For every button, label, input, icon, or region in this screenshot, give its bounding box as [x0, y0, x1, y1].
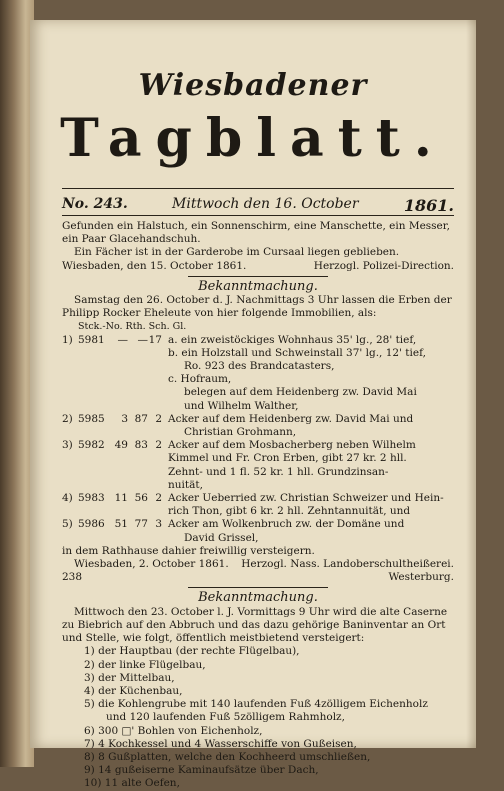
notice-reference-row [62, 571, 454, 584]
notice-line: zu Biebrich auf den Abbruch und das dazu gehörige Baninventar an Ort [62, 618, 446, 631]
property-item [62, 518, 454, 531]
property-item [62, 492, 454, 505]
section-rule [188, 276, 328, 277]
notice-line: Samstag den 26. October d. J. Nachmittags 3 Uhr lassen die Erben der [74, 294, 452, 307]
notice-signature-row [62, 558, 454, 571]
item-text: Kimmel und Fr. Cron Erben, gibt 27 kr. 2 hll. [168, 452, 407, 465]
item-rth: 49 [114, 439, 128, 452]
notice-line: Ein Fächer ist in der Garderobe im Cursaal liegen geblieben. [74, 246, 400, 259]
item-text: David Grissel, [184, 531, 259, 544]
item-stck-no: 5982 [78, 439, 105, 452]
notice-signer: Herzogl. Polizei-Direction. [313, 259, 454, 272]
item-rth: — [117, 333, 128, 346]
item-text: Ro. 923 des Brandcatasters, [184, 360, 335, 373]
section-heading: Bekanntmachung. [198, 590, 318, 606]
item-text: Acker auf dem Mosbacherberg neben Wilhelm [168, 439, 416, 452]
notice-place-date: Wiesbaden, den 15. October 1861. [62, 259, 247, 272]
notice-lost-found [62, 220, 454, 791]
item-gl: 2 [155, 412, 162, 425]
notice-ref-name: Westerburg. [388, 571, 454, 584]
issue-number: No. 243. [62, 196, 128, 212]
notice-closing: in dem Rathhause dahier freiwillig versteigern. [62, 544, 315, 557]
item-text: nuität, [168, 478, 203, 491]
issue-date: Mittwoch den 16. October [172, 196, 359, 212]
item-text: Christian Grohmann, [184, 426, 297, 439]
item-sch: 77 [134, 518, 148, 531]
item-text: Acker am Wolkenbruch zw. der Domäne und [168, 518, 405, 531]
auction-item: 1) der Hauptbau (der rechte Flügelbau), [84, 645, 300, 658]
property-item [62, 439, 454, 452]
notice-line: Gefunden ein Halstuch, ein Sonnenschirm, eine Manschette, ein Messer, [62, 220, 450, 232]
item-stck-no: 5986 [78, 518, 105, 531]
notice-line: und Stelle, wie folgt, öffentlich meistbietend versteigert: [62, 632, 365, 645]
auction-item: 4) der Küchenbau, [84, 684, 183, 697]
newspaper-page [30, 20, 476, 790]
item-text: Zehnt- und 1 fl. 52 kr. 1 hll. Grundzinsan- [168, 465, 389, 478]
item-number: 2) [62, 412, 73, 425]
item-text: c. Hofraum, [168, 373, 232, 386]
notice-signature-row [62, 260, 454, 273]
item-text: b. ein Holzstall und Schweinstall 37' lg., 12' tief, [168, 346, 426, 359]
item-sch: 87 [134, 412, 148, 425]
masthead-city: Wiesbadener [138, 68, 368, 103]
property-item [62, 334, 454, 347]
item-sch: 56 [134, 492, 148, 505]
item-text: und Wilhelm Walther, [184, 399, 299, 412]
auction-item: 10) 11 alte Oefen, [84, 777, 180, 790]
auction-item: und 120 laufenden Fuß 5zölligem Rahmholz, [106, 711, 345, 724]
item-text: rich Thon, gibt 6 kr. 2 hll. Zehntannuität, und [168, 505, 411, 518]
auction-item: 8) 8 Gußplatten, welche den Kochheerd umschließen, [84, 750, 371, 763]
item-number: 3) [62, 439, 73, 452]
item-rth: 3 [121, 412, 128, 425]
item-rth: 51 [114, 518, 128, 531]
item-sch: 83 [134, 439, 148, 452]
item-text: a. ein zweistöckiges Wohnhaus 35' lg., 28' tief, [168, 333, 417, 346]
item-gl: 2 [155, 439, 162, 452]
item-stck-no: 5985 [78, 412, 105, 425]
section-heading: Bekanntmachung. [198, 278, 318, 294]
item-gl: 17 [148, 333, 162, 346]
item-stck-no: 5983 [78, 492, 105, 505]
item-text: belegen auf dem Heidenberg zw. David Mai [184, 386, 417, 399]
property-item [62, 413, 454, 426]
notice-line: ein Paar Glacehandschuh. [62, 233, 201, 246]
item-rth: 11 [114, 492, 128, 505]
item-number: 4) [62, 492, 73, 505]
page-edge-shade [466, 20, 476, 748]
notice-line: Mittwoch den 23. October l. J. Vormittags 9 Uhr wird die alte Caserne [74, 605, 448, 618]
section-rule [188, 587, 328, 588]
auction-item: 9) 14 gußeiserne Kaminaufsätze über Dach, [84, 764, 319, 777]
divider-top [62, 188, 454, 189]
auction-item: 5) die Kohlengrube mit 140 laufenden Fuß 4zölligem Eichenholz [84, 698, 428, 711]
auction-item: 2) der linke Flügelbau, [84, 658, 206, 671]
item-text: Acker auf dem Heidenberg zw. David Mai und [168, 412, 414, 425]
notice-signer: Herzogl. Nass. Landoberschultheißerei. [241, 558, 454, 571]
item-gl: 3 [155, 518, 162, 531]
item-gl: 2 [155, 492, 162, 505]
auction-item: 3) der Mittelbau, [84, 671, 175, 684]
column-header: Stck.-No. Rth. Sch. Gl. [78, 321, 187, 333]
book-spine-edge [0, 0, 34, 767]
item-number: 5) [62, 518, 73, 531]
item-text: Acker Ueberried zw. Christian Schweizer und Hein- [168, 492, 444, 505]
masthead-title: Tagblatt. [60, 108, 446, 169]
auction-item: 6) 300 □' Bohlen von Eichenholz, [84, 724, 263, 737]
notice-place-date: Wiesbaden, 2. October 1861. [74, 558, 229, 571]
divider-bottom [62, 215, 454, 216]
notice-ref-number: 238 [62, 571, 83, 584]
auction-item: 7) 4 Kochkessel und 4 Wasserschiffe von Gußeisen, [84, 737, 357, 750]
notice-line: Philipp Rocker Eheleute von hier folgende Immobilien, als: [62, 307, 377, 320]
issue-year: 1861. [403, 196, 454, 215]
item-sch: — [137, 333, 148, 346]
item-stck-no: 5981 [78, 333, 105, 346]
item-number: 1) [62, 333, 73, 346]
